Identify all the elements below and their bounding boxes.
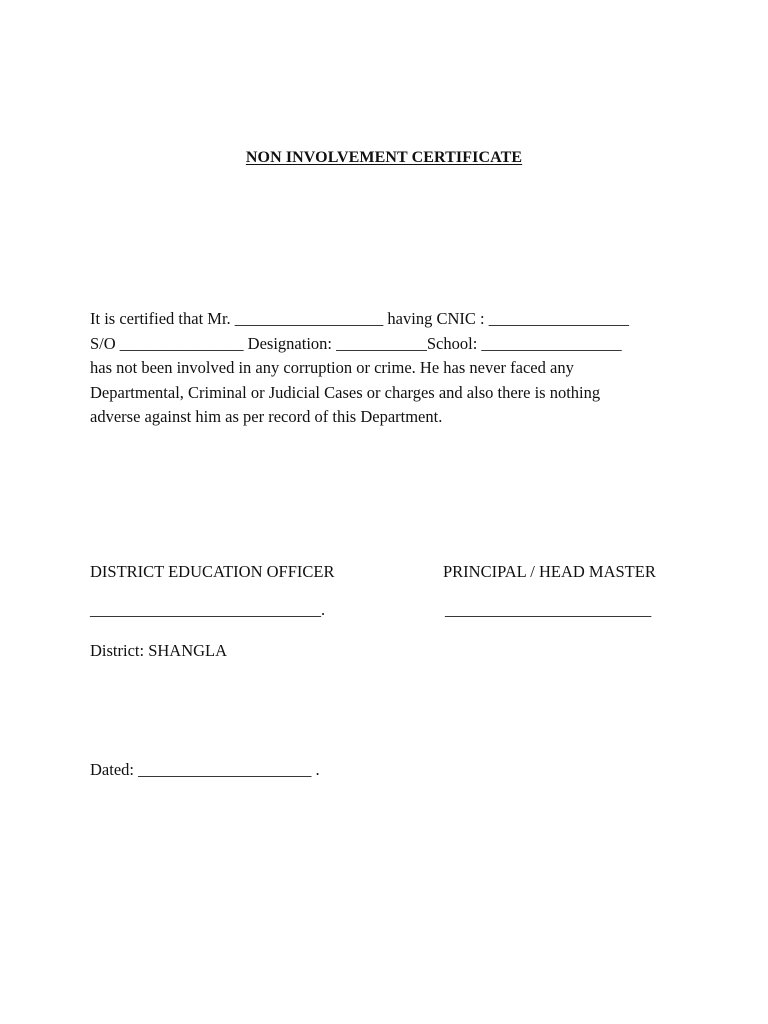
certificate-title: NON INVOLVEMENT CERTIFICATE	[245, 149, 523, 166]
body-line: has not been involved in any corruption or crime. He has never faced any	[90, 358, 574, 377]
body-line: S/O _______________ Designation: ___________School: _________________	[90, 333, 622, 353]
body-line: adverse against him as per record of this Department.	[90, 407, 443, 426]
officer-signature-line: ____________________________.	[90, 600, 326, 619]
district-education-officer-label: DISTRICT EDUCATION OFFICER	[90, 562, 335, 581]
body-line: Departmental, Criminal or Judicial Cases or charges and also there is nothing	[90, 382, 601, 402]
certificate-body	[90, 307, 690, 430]
principal-head-master-label: PRINCIPAL / HEAD MASTER	[443, 562, 656, 581]
dated-line: Dated: _____________________ .	[90, 760, 320, 779]
body-line: It is certified that Mr. __________________ having CNIC : _________________	[90, 309, 629, 328]
principal-signature-line: _________________________	[445, 600, 652, 619]
district-label: District: SHANGLA	[90, 641, 228, 660]
